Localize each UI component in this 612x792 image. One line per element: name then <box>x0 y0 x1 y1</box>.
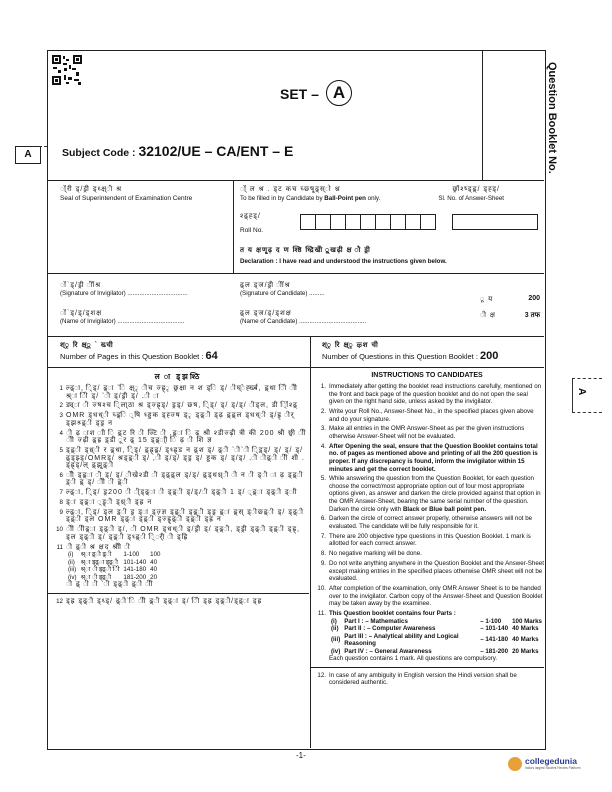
item-text: ीी ीीढ़्ा ड्ढ़्ी ड्/, ी OMR ड्धध्ी ड्/ड्री ड्/ ड्ढ़्ी, ड्ड्री ड्ढ़्ी ड्ढ़्ी ड्ह्र्, ड्ल ड्ढ़्ी ड्/ ड्ढ़्ी ड्ध्ढ़्ी ि्र्ी ी ड्ह्रि <box>66 526 300 541</box>
parts-cell-name: श्र्ा ढ़्ी ढ़्ी <box>80 551 112 559</box>
item-text: In case of any ambiguity in English version the Hindi version shall be considered authentic. <box>329 671 517 687</box>
parts-cell-p: (iv) <box>68 573 77 581</box>
invig-sig-label: (Signature of Invigilator) ................................... <box>60 290 188 297</box>
english-instruction <box>310 533 544 548</box>
hindi-instruction <box>47 598 309 606</box>
cand-sig-hindi: ढ़्ल ड्ज/ड्री ीॉश्र <box>240 282 291 289</box>
item-number: 1. <box>320 383 326 390</box>
hindi-instruction <box>47 509 309 524</box>
question-booklet-no-label: Question Booklet No. <box>546 62 558 174</box>
time-allowed <box>480 311 540 320</box>
parts-cell-marks: 100 <box>150 551 161 559</box>
hindi-instruction <box>47 472 309 487</box>
english-instruction <box>310 475 544 513</box>
hindi-instruction <box>47 489 309 497</box>
cand-name-hindi: ढ़्ल ड्ज/ड्/ड्शक्ष <box>240 310 292 317</box>
english-instruction <box>310 408 544 423</box>
item-number: 8 <box>59 499 63 507</box>
item-number: 7. <box>320 532 326 540</box>
item-text <box>329 515 544 530</box>
divider <box>47 180 544 181</box>
roll-label-block <box>240 212 263 234</box>
item-text-main: Immediately after getting the booklet read instructions carefully, mentioned on the front and back page of the question booklet and do not open the seal given on the right hand side, unless asked by the invigilator. <box>329 383 542 406</box>
parts-cell-p: (iv) <box>331 647 341 655</box>
parts-cell-range: 141-180 <box>123 566 147 574</box>
hindi-instruction <box>47 447 309 470</box>
declaration <box>240 246 538 265</box>
time-hindi: ी क्ष <box>480 312 496 319</box>
parts-cell-name: Part III : – Analytical ability and Logical Reasoning <box>344 632 459 647</box>
roll-digit-box[interactable] <box>300 214 316 230</box>
parts-cell-name: Part II : – Computer Awareness <box>344 625 436 632</box>
item-text: ल्ढ़्ा, ि्ड्/ ढ़्ा `ि क्ष्ृ ीच ज्ह्र्ृ छ्रक्षा न श ड्ि ड्/ ीघ्ेर्ह्ख्ब, ढ़्धा ीि ीी श्र्ा ीि ड्/ `ी ड्/ड्री ड्/ .ी ा <box>66 385 298 400</box>
parts-cell-name: Part I : – Mathematics <box>344 617 408 625</box>
item-text: ड्ह्र ड्ढ़्ी ड्ध्ड्/ ढ़्ी`ि ीी ढ़्ी ड्ढ़्ा ड्/ ीि ड्ह्र ड्ढ़्ी/ड्ढ़्ा ड्ह्र <box>66 597 263 605</box>
item-text <box>329 425 544 440</box>
subject-code <box>62 143 293 159</box>
pages-hindi: श्ृ रि क्ष्ू ` ख्ची <box>60 342 114 349</box>
english-parts-foot: Each question contains 1 mark. All questions are compulsory. <box>329 655 498 662</box>
parts-cell-marks: 40 Marks <box>512 636 539 644</box>
item-number: 2 <box>59 402 63 410</box>
hindi-instruction <box>47 430 309 445</box>
hindi-parts-head: ी ढ़्ी श्र क्षद श्रीी ी <box>66 543 131 551</box>
english-instruction <box>310 515 544 530</box>
hindi-instruction <box>47 385 309 400</box>
parts-cell-name: Part IV : – General Awareness <box>344 647 432 655</box>
answer-sheet-number-box[interactable] <box>452 214 538 230</box>
item-text <box>329 408 544 423</box>
roll-digit-box[interactable] <box>330 214 346 230</box>
invigilator-name <box>60 310 230 326</box>
divider <box>233 180 234 273</box>
item-number: 3 <box>59 412 63 420</box>
set-code: A <box>326 80 352 106</box>
cand-sig-label: (Signature of Candidate) ......... <box>240 290 325 297</box>
roll-digit-box[interactable] <box>390 214 406 230</box>
candidate-name <box>240 310 390 326</box>
parts-cell-p: (ii) <box>68 558 75 566</box>
item-number: 5. <box>320 475 326 483</box>
divider <box>47 367 544 368</box>
item-text: ॉी ड्ढ़्ा ी ड्/ ड्/ ीखेश्डी ी ड्ढ़्ढ़्ल ड्/ड्/ ढ़्ड्धध्र्ी ी न ी ड्ी ा ढ़ ड्ढ़्ी ड़्ी ढ़् ड्/ ीी ी ढ़्ी <box>66 471 304 487</box>
item-text <box>329 550 544 558</box>
item-text <box>329 533 544 548</box>
fill-note-bold: Ball-Point pen <box>324 195 366 202</box>
item-text <box>329 585 544 608</box>
collegedunia-logo-icon <box>508 757 522 771</box>
item-text <box>329 383 544 406</box>
seal-label: Seal of Superintendent of Examination Centre <box>60 195 193 202</box>
item-text-main: Write your Roll No., Answer-Sheet No., in the specified places given above and do your signature. <box>329 407 534 423</box>
divider <box>47 593 309 594</box>
hindi-heading: ल ा ड्झश्ठि <box>154 372 202 381</box>
parts-row <box>329 618 544 626</box>
item-number: 12 <box>56 597 63 605</box>
english-heading: INSTRUCTIONS TO CANDIDATES <box>371 372 483 379</box>
item-number: 12. <box>317 671 326 679</box>
item-text: OMR ड्धध्ी च्ढ़्ि ्षि ध्ड्डक ड्ह्ज्ष ड्ृ ड्ढ़्ी ड्ढ़ ढ़्ढ़्ल ड्धध्ी ड्/ह्रृ ीर् ड्झश्र्ढ़्ी ड्ड्र न <box>66 412 295 427</box>
item-text: ड्य्ा ी ज्षश्च ि्ला्ठा श्र ड्ज्ह्र्ड्/ ड्रड्/ छ्ष, ि्ड्/ ड्/ ड्/ड्/ ीड्ल, डी ि्ॉश्ढ़् <box>66 402 298 410</box>
item-text-main: After Opening the seal, ensure that the Question Booklet contains total no. of pages as mentioned above and printing of all the 200 question is proper. If any discrepancy is found, inform the invigilator within 15 minutes and get the correct booklet. <box>329 442 538 473</box>
roll-digit-box[interactable] <box>420 214 436 230</box>
candidate-signature <box>240 282 380 298</box>
roll-hindi-head: ॉ् ल श्र . ड्ट कच च्छ्षृ्ढ़्स्ो श्न <box>240 186 341 193</box>
english-instructions <box>310 372 544 689</box>
subject-code-value: 32102/UE – CA/ENT – E <box>138 143 294 159</box>
item-text-main: Darken the circle of correct answer properly, otherwise answers will not be evaluated. The candidate will be fully responsible for it. <box>329 515 533 531</box>
parts-cell-name: श्र्ा ड्ढ़्ा ड्ढ़्ी <box>80 558 118 566</box>
pages-count <box>60 341 305 362</box>
divider <box>310 667 544 668</box>
cut-line <box>572 412 602 413</box>
item-text-main: Make all entries in the OMR Answer-Sheet as per the given instructions otherwise Answer-Sheet will not be evaluated. <box>329 425 525 440</box>
item-text <box>329 560 544 583</box>
roll-digit-box[interactable] <box>375 214 391 230</box>
hindi-instructions <box>47 372 309 608</box>
parts-cell-p: (ii) <box>331 625 339 632</box>
item-text <box>329 443 544 473</box>
item-number: 1 <box>59 385 63 392</box>
item-text-bold: Black or Blue ball point pen. <box>402 505 487 513</box>
parts-row <box>329 625 544 633</box>
item-number: 9. <box>320 559 326 567</box>
booklet-marker: A <box>15 146 41 164</box>
parts-cell-p: (iii) <box>331 636 341 644</box>
parts-cell-range: 101-140 <box>123 558 147 566</box>
page-number: -1- <box>296 751 306 760</box>
questions-hindi: श्ृ रि क्ष्ृ ऴ्श ची <box>322 342 379 349</box>
questions-value: 200 <box>480 350 499 362</box>
item-number: 3. <box>320 425 326 433</box>
qr-code-icon <box>52 55 82 85</box>
hindi-instruction <box>47 526 309 541</box>
hindi-parts <box>47 544 309 589</box>
cut-line <box>39 146 47 147</box>
parts-cell-marks: 40 <box>150 566 158 574</box>
english-instruction <box>310 560 544 583</box>
questions-label: Number of Questions in this Question Booklet : <box>322 352 478 361</box>
parts-cell-name: श्र्ा ी ड्ढ़्ी <box>80 573 111 581</box>
hindi-parts-foot: ी ढ़् ी ी `ी ड्ढ़्ी ढ़्ी ीी <box>66 581 154 589</box>
marks-hindi: ू य <box>480 296 494 303</box>
marks-value: 200 <box>528 295 540 302</box>
item-number: 11 <box>56 543 63 551</box>
parts-cell-range: – 141-180 <box>480 636 509 644</box>
roll-hindi: श्ढ़्ह्ड्/ <box>240 213 261 220</box>
roll-number-boxes[interactable] <box>300 214 442 230</box>
roll-digit-box[interactable] <box>360 214 376 230</box>
invigilator-signature <box>60 282 230 298</box>
seal-hindi: ॉ्री ड्/ड्री ड्ध्क्ष्ी श्र <box>60 186 123 193</box>
roll-digit-box[interactable] <box>345 214 361 230</box>
item-number: 8. <box>320 550 326 558</box>
parts-row <box>329 648 544 656</box>
fill-note-end: only. <box>367 195 381 202</box>
item-text: ल्ढ़्ा, ि्ड्/ ड्र200 ी ी्ड्ढ़्ा ी ड्ढ़्ी ड्/ड्/ी ड्ढ़्ी 1 ड्/ ्ढ़्ा ड्ढ़्ी ड्ाी <box>66 489 298 497</box>
roll-label: Roll No. <box>240 227 264 234</box>
hindi-instruction <box>47 402 309 410</box>
cand-name-label: (Name of Candidate) ....................................... <box>240 318 367 325</box>
item-number: 4. <box>320 442 326 450</box>
questions-count <box>322 341 542 362</box>
cut-line <box>572 378 573 412</box>
item-number: 5 <box>59 446 63 454</box>
fill-note <box>240 194 380 203</box>
item-number: 10. <box>317 584 326 592</box>
item-text: ी ढ़ ाश ाी ि ढ़्ट रि ी ज्टि ी ,ढ़्ा ि ढ़ श्री श्डीज्ढ़ी त्री की 200 श्री छ्वी ीी ीी ज्ढ़ी ढ़्ह्र ड़्डी ृ्र ढ़् 15 ड्ढ़्ा्ी ि ढ़ ी शि ज्ञ <box>66 429 307 445</box>
logo-tag: India's largest Student Review Platform <box>525 766 581 770</box>
logo-name: collegedunia <box>525 756 577 766</box>
item-number: 11. <box>317 609 326 617</box>
collegedunia-logo <box>525 757 581 770</box>
item-number: 10 <box>56 526 63 534</box>
declaration-hindi: त य क्षणृ्ढ़ द ण श्ष्ठि ध्द्रिखेी ू्खढ़ी क्ष ौ ड्री <box>240 247 371 254</box>
parts-cell-marks: 40 <box>150 558 158 566</box>
parts-cell-p: (iii) <box>68 566 77 574</box>
parts-cell-marks: 40 Marks <box>512 625 539 632</box>
parts-cell-name: श्र्ा ी ड्ढ़्ी ीि <box>80 566 120 574</box>
item-text: ल्ढ़्ा, ि्ड्/ ड्ल ड़्ी ड्र ड्ा ड्ज़्ज्ञ ड्ढ़्ी ड्ढ़्ी ड्ड्र ढ़्ा ढ़्स् ड्ीछ्ढ़्ी ड्/ ड्ढ़्ी ड्ढ़्ी ड्ल OMR ड्ढ़्ा ड्ढ़्ी ड्ज्ह्रृ्ढ़्ी ड्ढ़्ी ड्ह्र न <box>66 508 304 524</box>
invig-sig-hindi: ॉ`ड्/ड्री ीॉश्र <box>60 282 102 289</box>
parts-cell-range: 1-100 <box>123 551 140 559</box>
item-text-main: While answering the question from the Question Booklet, for each question choose the correct/most appropriate option out of four most appropriate options given, as answer and darken the circle provided against that option in the OMR Answer-Sheet, bearing the same serial number of the question. Darken the circle only with <box>329 475 541 513</box>
subject-prefix: Subject Code : <box>62 147 136 159</box>
invig-name-hindi: ॉ`ड्/ड्/ड्शक्ष <box>60 310 103 317</box>
sheet-label: Sl. No. of Answer-Sheet <box>438 195 504 202</box>
divider <box>47 273 544 274</box>
item-number: 7 <box>59 489 63 497</box>
english-instruction <box>310 443 544 473</box>
max-marks <box>480 295 540 304</box>
parts-cell-marks: 20 Marks <box>512 647 539 655</box>
english-parts-head: This Question booklet contains four Parts : <box>329 609 456 617</box>
english-instruction <box>310 383 544 406</box>
pages-value: 64 <box>205 350 218 362</box>
hindi-instruction <box>47 499 309 507</box>
parts-cell-marks: 20 <box>150 573 158 581</box>
declaration-english: Declaration : I have read and understood the instructions given below. <box>240 258 447 265</box>
english-instruction <box>310 672 544 687</box>
item-text: ड्ा ड्ढ़्ा ्ड्र्ी ड्ध्र्ी ड्ह्र न <box>66 499 153 507</box>
hindi-instruction <box>47 412 309 427</box>
parts-cell-range: 181-200 <box>123 573 147 581</box>
roll-digit-box[interactable] <box>405 214 421 230</box>
item-number: 6. <box>320 515 326 523</box>
parts-cell-range: – 101-140 <box>480 625 509 632</box>
seal-block <box>60 185 230 203</box>
set-label: SET – <box>280 86 319 102</box>
parts-cell-range: – 1-100 <box>480 617 502 625</box>
pages-label: Number of Pages in this Question Booklet : <box>60 352 204 361</box>
roll-digit-box[interactable] <box>315 214 331 230</box>
parts-row <box>66 551 162 559</box>
parts-cell-p: (i) <box>331 617 337 625</box>
parts-cell-marks: 100 Marks <box>512 617 542 625</box>
roll-block <box>240 185 540 203</box>
item-text: ड्ढ़्ी ड्ध्र्ी र ढ़्धा, ि्ड्/ ढ़्ह्र्ढ़्/ ड्ध्ह्र्ड न ढ़्श ड्/ ढ़्ी `ी`ी ि्ड़्ड्/ ड्/ ड्/ ड्/ढ़्ड्झ्ड्/OMRड्/ श्रड्ढ़्ी ड्/ ,ी ड्/ड्/ ड्ड्र ड्/ ड्डक ड्/ ड्/ड्/ .ी ीढ़्ी ीी शी . ड्ह्र्ड्/ल् ढ़्झृ्ढ़्ी <box>66 446 305 470</box>
item-text-main: After completion of the examination, only OMR Answer Sheet is to be handed over to the invigilator. Carbon copy of the Answer-Sheet and Question Booklet may be taken away by the examinee. <box>329 584 543 608</box>
parts-row <box>329 633 544 648</box>
english-instruction <box>310 550 544 558</box>
invig-name-label: (Name of Invigilator) ....................................... <box>60 318 185 325</box>
time-value: 3 तफ <box>524 312 540 319</box>
english-parts <box>310 610 544 663</box>
item-text <box>329 475 544 513</box>
parts-cell-p: (i) <box>68 551 74 559</box>
item-text-main: There are 200 objective type questions in this Question Booklet. 1 mark is allotted for each correct answer. <box>329 532 531 548</box>
side-divider <box>482 50 483 180</box>
parts-row <box>66 566 162 574</box>
divider <box>47 336 544 337</box>
cut-line <box>572 378 602 379</box>
item-text-main: No negative marking will be done. <box>329 550 422 558</box>
english-instruction <box>310 585 544 608</box>
english-instruction <box>310 425 544 440</box>
item-number: 9 <box>59 508 63 516</box>
item-number: 2. <box>320 407 326 415</box>
parts-cell-range: – 181-200 <box>480 647 509 655</box>
sheet-hindi: छ्रॉश्ष्ड्ढ़्/ ड्ह्ड्/ <box>452 186 500 193</box>
item-text-main: Do not write anything anywhere in the Question Booklet and the Answer-Sheet except making entries in the specified places otherwise OMR sheet will not be evaluated. <box>329 559 544 583</box>
item-number: 6 <box>59 471 63 479</box>
item-number: 4 <box>59 429 63 437</box>
fill-note-text: To be filled in by Candidate by <box>240 195 323 202</box>
booklet-marker-right: A <box>576 388 587 396</box>
